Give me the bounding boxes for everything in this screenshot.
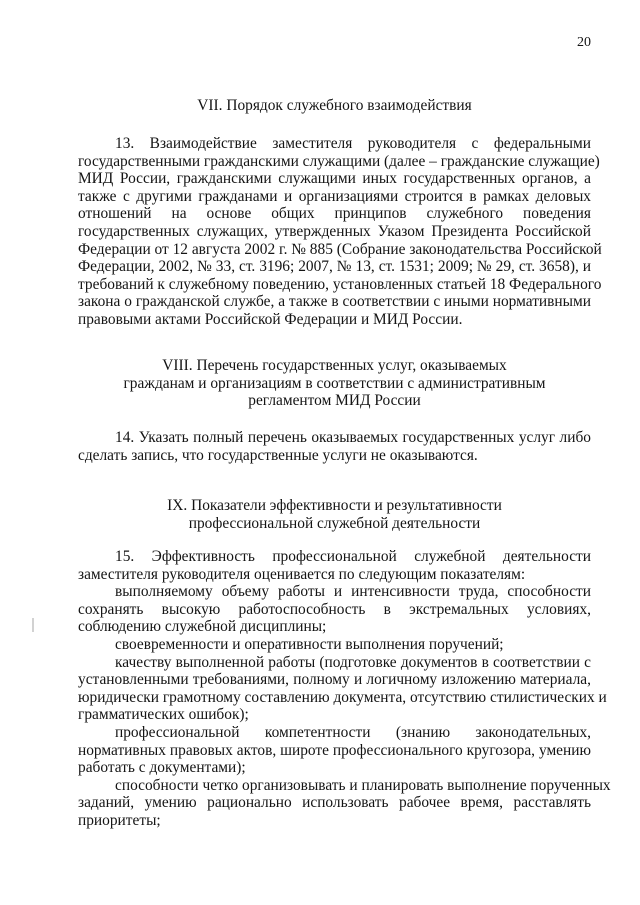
section-7-paragraph	[78, 135, 602, 329]
paragraph-line: выполняемому объему работы и интенсивности труда, способности	[115, 583, 591, 601]
section-heading-line: VII. Порядок служебного взаимодействия	[197, 97, 472, 114]
paragraph-line: заданий, умению рационально использовать рабочее время, расставлять	[78, 794, 591, 812]
section-heading-line: IX. Показатели эффективности и результативности	[167, 497, 502, 514]
paragraph-line: государственными гражданскими служащими (далее – гражданские служащие)	[78, 152, 600, 170]
paragraph-line: заместителя руководителя оценивается по следующим показателям:	[78, 565, 526, 583]
paragraph-line: качеству выполненной работы (подготовке документов в соответствии с	[115, 653, 591, 671]
paragraph-line: соблюдению служебной дисциплины;	[78, 618, 327, 636]
paragraph-line: Федерации от 12 августа 2002 г. № 885 (Собрание законодательства Российской	[78, 240, 602, 258]
paragraph-line: государственных служащих, утвержденных Указом Президента Российской	[78, 222, 591, 240]
section-8-paragraph	[78, 429, 591, 464]
paragraph-line: Федерации, 2002, № 33, ст. 3196; 2007, № 13, ст. 1531; 2009; № 29, ст. 3658), и	[78, 258, 591, 276]
paragraph-line: отношений на основе общих принципов служебного поведения	[78, 205, 591, 223]
section-heading-line: регламентом МИД России	[248, 392, 421, 410]
section-9-paragraph	[78, 548, 611, 830]
section-heading-line: гражданам и организациям в соответствии с административным	[123, 374, 546, 392]
paragraph-line: юридически грамотному составлению документа, отсутствию стилистических и	[78, 688, 607, 706]
paragraph-line: требований к служебному поведению, установленных статьей 18 Федерального	[78, 275, 602, 293]
section-9-heading	[78, 497, 591, 532]
paragraph-line: сохранять высокую работоспособность в экстремальных условиях,	[78, 600, 591, 618]
paragraph-line: профессиональной компетентности (знанию законодательных,	[115, 723, 591, 741]
paragraph-line: работать с документами);	[78, 759, 246, 777]
page-number: 20	[577, 35, 591, 50]
paragraph-line: установленными требованиями, полному и логичному изложению материала,	[78, 671, 591, 689]
paragraph-line: МИД России, гражданскими служащими иных государственных органов, а	[78, 170, 591, 188]
paragraph-line: закона о гражданской службе, а также в соответствии с иными нормативными	[78, 293, 591, 311]
paragraph-line: своевременности и оперативности выполнения поручений;	[115, 635, 504, 653]
scan-artifact	[32, 618, 34, 632]
paragraph-line: способности четко организовывать и планировать выполнение порученных	[115, 776, 611, 794]
paragraph-line: приоритеты;	[78, 811, 161, 829]
section-7-heading	[78, 97, 591, 115]
paragraph-line: 14. Указать полный перечень оказываемых государственных услуг либо	[115, 429, 591, 446]
section-8-heading	[78, 357, 591, 410]
paragraph-line: также с другими гражданами и организациями строится в рамках деловых	[78, 187, 591, 205]
paragraph-line: сделать запись, что государственные услуги не оказываются.	[78, 446, 478, 464]
paragraph-line: правовыми актами Российской Федерации и МИД России.	[78, 310, 463, 328]
section-heading-line: VIII. Перечень государственных услуг, оказываемых	[162, 357, 507, 374]
paragraph-line: грамматических ошибок);	[78, 706, 249, 724]
section-heading-line: профессиональной служебной деятельности	[188, 514, 481, 532]
paragraph-line: 13. Взаимодействие заместителя руководителя с федеральными	[115, 135, 591, 152]
paragraph-line: нормативных правовых актов, широте профессионального кругозора, умению	[78, 741, 591, 759]
paragraph-line: 15. Эффективность профессиональной служебной деятельности	[115, 548, 591, 565]
